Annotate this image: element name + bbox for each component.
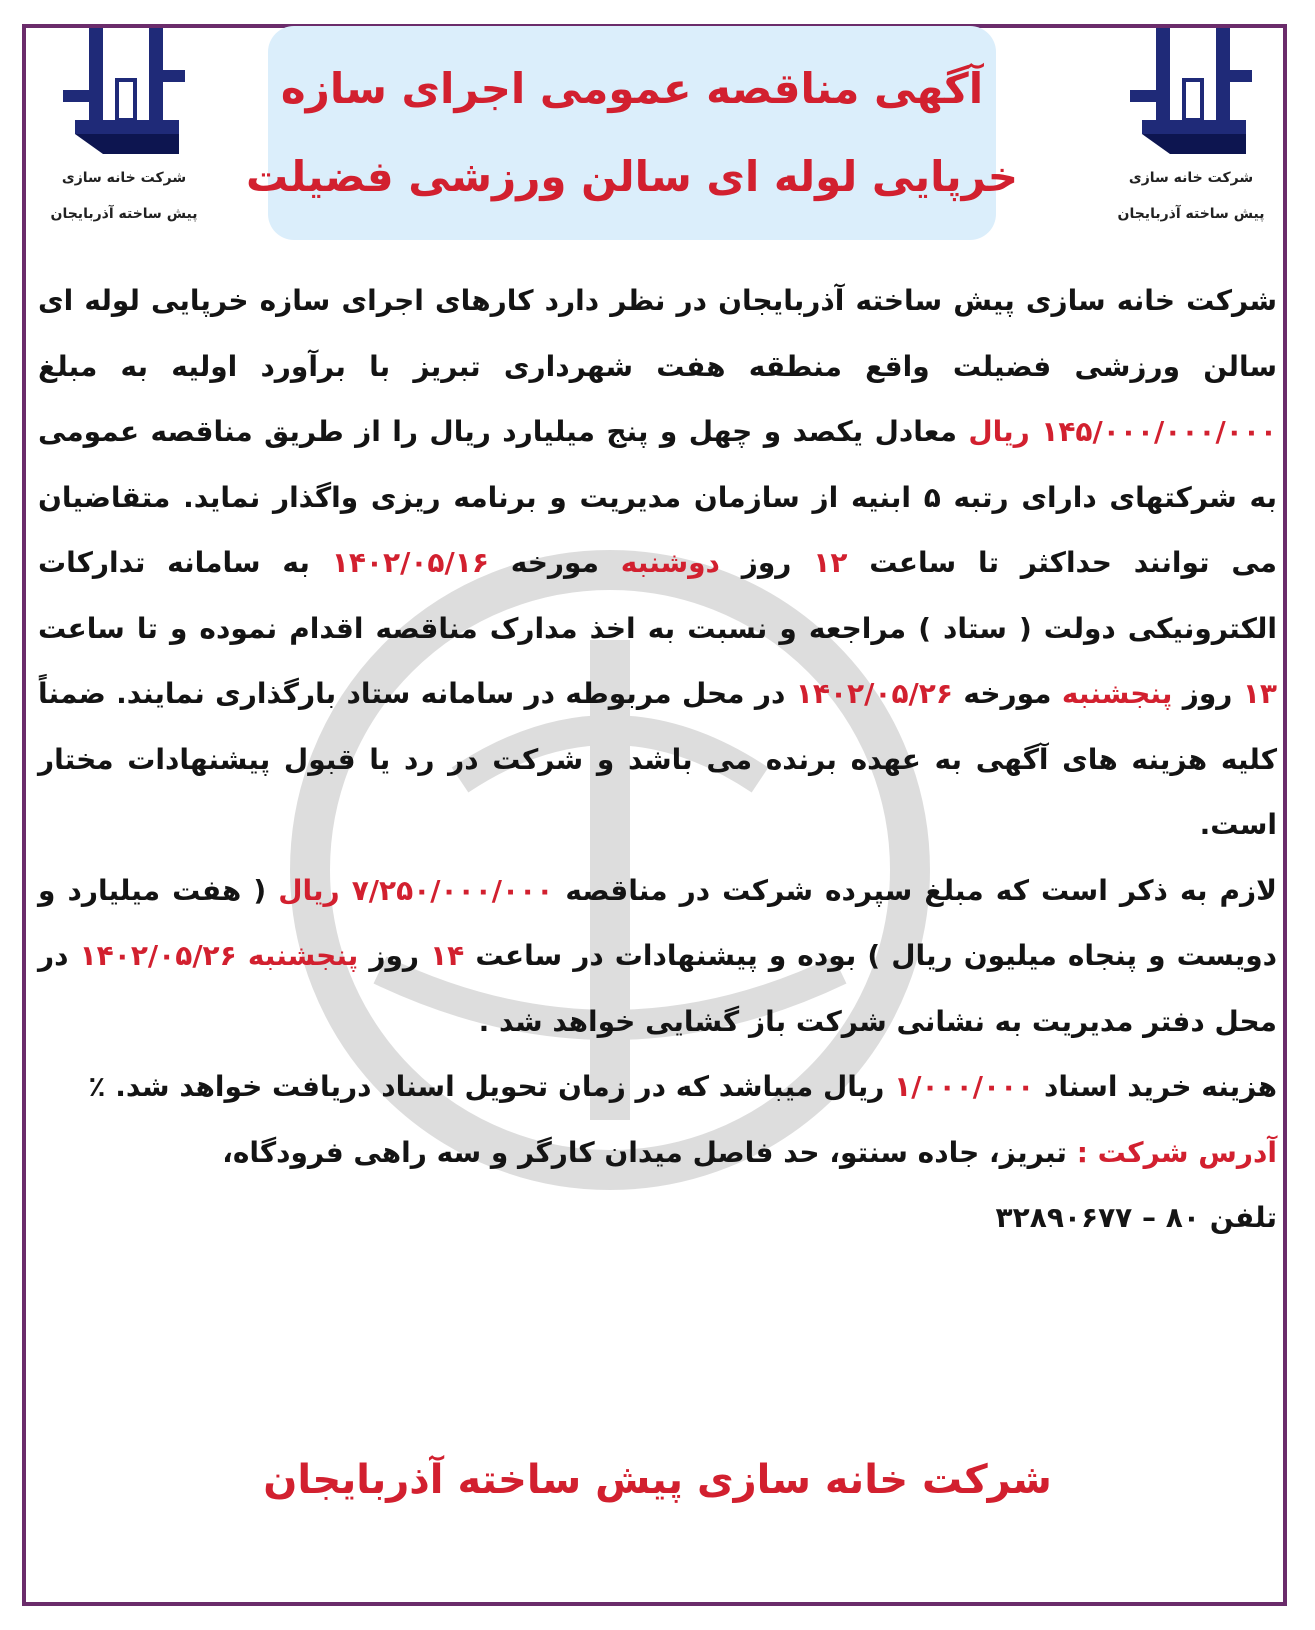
estimated-amount: ۱۴۵/۰۰۰/۰۰۰/۰۰۰ ریال	[968, 415, 1277, 448]
deadline-hour-1: ۱۲	[813, 546, 848, 579]
body-text-segment: روز	[358, 939, 431, 972]
logo-caption-line2: پیش ساخته آذربایجان	[1117, 206, 1265, 222]
page-title-line2: خرپایی لوله ای سالن ورزشی فضیلت	[245, 152, 1019, 201]
notice-body	[38, 268, 1277, 1251]
page-title-line1: آگهی مناقصه عمومی اجرای سازه	[280, 64, 984, 113]
deposit-amount: ۷/۲۵۰/۰۰۰/۰۰۰ ریال	[278, 873, 554, 907]
footer-company-name: شرکت خانه سازی پیش ساخته آذربایجان	[263, 1457, 1052, 1503]
company-logo-icon	[1126, 20, 1256, 160]
logo-caption-line1: شرکت خانه سازی	[1128, 170, 1254, 186]
body-text-segment: در محل دفتر مدیریت به نشانی شرکت باز گشایی خواهد شد .	[38, 939, 1277, 1038]
body-text-segment: شرکت خانه سازی پیش ساخته آذربایجان در نظر دارد کارهای اجرای سازه خرپایی لوله ای سالن ورزشی فضیلت واقع منطقه هفت شهرداری تبریز با برآورد اولیه به مبلغ	[38, 284, 1277, 383]
body-text-segment: معادل یکصد و چهل و پنج میلیارد ریال را از طریق مناقصه عمومی به شرکتهای دارای رتبه ۵ ابنیه از سازمان مدیریت و برنامه ریزی واگذار نماید. متقاضیان می توانند حداکثر تا ساعت	[38, 415, 1278, 579]
paragraph-address	[38, 1120, 1277, 1186]
paragraph-document-fee	[38, 1054, 1277, 1120]
opening-day: پنجشنبه	[247, 939, 359, 972]
body-text-segment: مورخه	[488, 546, 621, 579]
deadline-hour-2: ۱۳	[1242, 677, 1277, 710]
address-text: تبریز، جاده سنتو، حد فاصل میدان کارگر و سه راهی فرودگاه،	[222, 1135, 1077, 1169]
phone-text: تلفن ۸۰ – ۳۲۸۹۰۶۷۷	[995, 1201, 1277, 1234]
paragraph-deposit	[38, 858, 1277, 1055]
body-text-segment: ( هفت میلیارد و دویست و پنجاه میلیون ریال ) بوده و پیشنهادات در ساعت	[38, 873, 1277, 972]
deadline-day-1: دوشنبه	[620, 546, 720, 579]
body-text-segment: روز	[719, 546, 814, 579]
body-text-segment: مورخه	[952, 677, 1062, 710]
deadline-date-2: ۱۴۰۲/۰۵/۲۶	[795, 677, 953, 710]
deadline-date-1: ۱۴۰۲/۰۵/۱۶	[331, 546, 489, 579]
paragraph-tender-details	[38, 268, 1277, 858]
company-logo-right	[1091, 20, 1291, 240]
deadline-day-2: پنجشنبه	[1061, 677, 1173, 710]
title-box	[245, 26, 1019, 240]
body-text-segment: ریال میباشد که در زمان تحویل اسناد دریافت خواهد شد. ٪	[88, 1070, 895, 1103]
document-fee-amount: ۱/۰۰۰/۰۰۰	[894, 1070, 1035, 1103]
company-logo-left	[24, 20, 224, 240]
logo-caption-line2: پیش ساخته آذربایجان	[50, 206, 198, 222]
address-label: آدرس شرکت :	[1076, 1135, 1277, 1169]
company-logo-icon	[59, 20, 189, 160]
opening-hour: ۱۴	[430, 939, 465, 972]
opening-date: ۱۴۰۲/۰۵/۲۶	[79, 939, 237, 972]
body-text-segment: در محل مربوطه در سامانه ستاد بارگذاری نمایند. ضمناً کلیه هزینه های آگهی به عهده برنده می باشد و شرکت در رد یا قبول پیشنهادات مختار است.	[38, 677, 1277, 841]
body-text-segment: به سامانه تدارکات الکترونیکی دولت ( ستاد ) مراجعه و نسبت به اخذ مدارک مناقصه اقدام نموده و تا ساعت	[38, 546, 1277, 645]
body-text-segment: روز	[1172, 677, 1243, 710]
body-text-segment: لازم به ذکر است که مبلغ سپرده شرکت در مناقصه	[553, 873, 1277, 907]
paragraph-phone	[38, 1185, 1277, 1251]
logo-caption-line1: شرکت خانه سازی	[61, 170, 187, 186]
body-text-segment: هزینه خرید اسناد	[1034, 1070, 1277, 1103]
